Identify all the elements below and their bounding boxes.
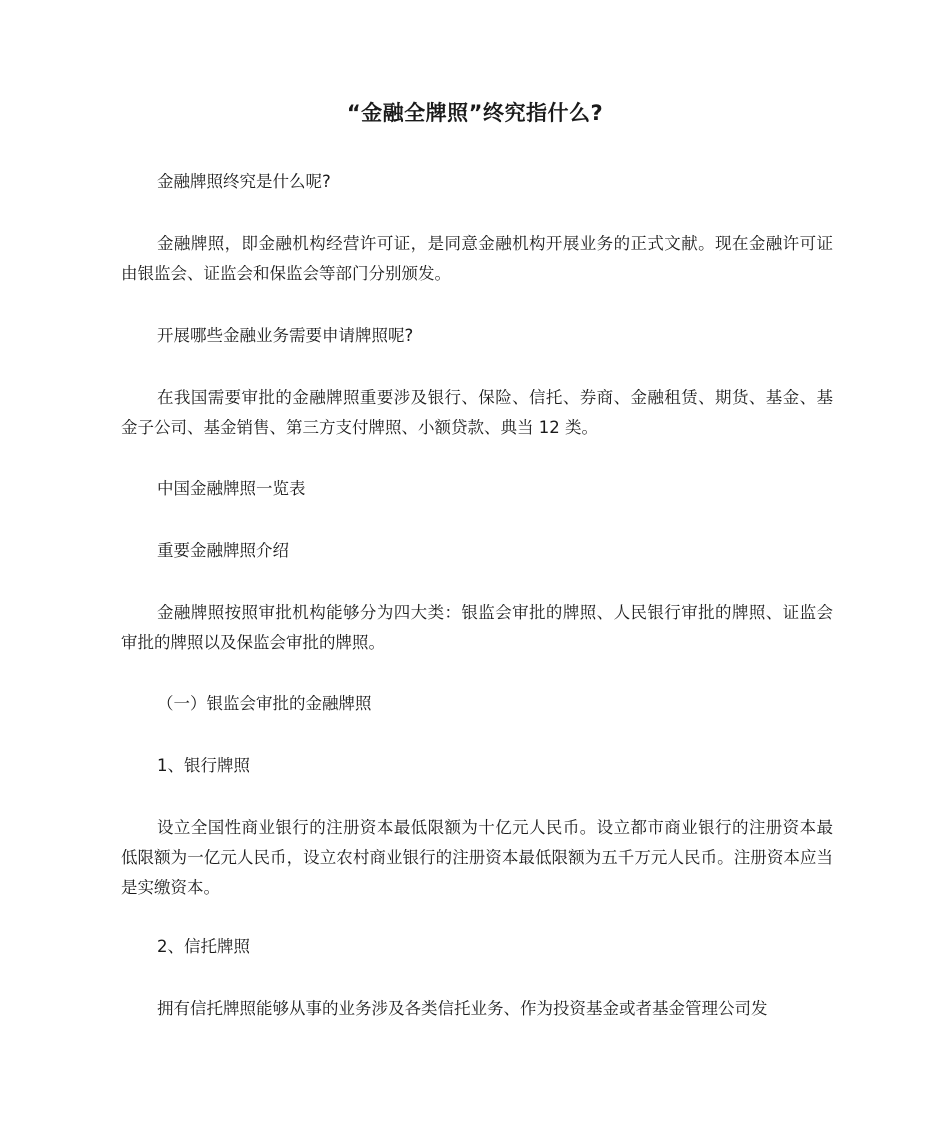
- paragraph-categories: 在我国需要审批的金融牌照重要涉及银行、保险、信托、券商、金融租赁、期货、基金、基金子公司、基金销售、第三方支付牌照、小额贷款、典当 12 类。: [121, 388, 833, 437]
- subheading-trust-license: 2、信托牌照: [157, 937, 250, 956]
- paragraph-question-what: 金融牌照终究是什么呢?: [157, 172, 331, 191]
- paragraph-question-which: 开展哪些金融业务需要申请牌照呢?: [157, 326, 414, 345]
- subheading-bank-license: 1、银行牌照: [157, 756, 250, 775]
- paragraph-bank-capital: 设立全国性商业银行的注册资本最低限额为十亿元人民币。设立都市商业银行的注册资本最低限额为一亿元人民币，设立农村商业银行的注册资本最低限额为五千万元人民币。注册资本应当是实缴资本。: [121, 818, 833, 897]
- paragraph-definition: 金融牌照，即金融机构经营许可证，是同意金融机构开展业务的正式文献。现在金融许可证由银监会、证监会和保监会等部门分别颁发。: [121, 234, 833, 283]
- document-title: “金融全牌照”终究指什么?: [346, 101, 604, 125]
- paragraph-four-types: 金融牌照按照审批机构能够分为四大类：银监会审批的牌照、人民银行审批的牌照、证监会审批的牌照以及保监会审批的牌照。: [121, 603, 833, 652]
- paragraph-intro-heading: 重要金融牌照介绍: [157, 541, 289, 560]
- section-heading-cbrc: （一）银监会审批的金融牌照: [157, 694, 372, 713]
- paragraph-overview-table: 中国金融牌照一览表: [157, 479, 306, 498]
- paragraph-trust-business: 拥有信托牌照能够从事的业务涉及各类信托业务、作为投资基金或者基金管理公司发: [157, 999, 768, 1018]
